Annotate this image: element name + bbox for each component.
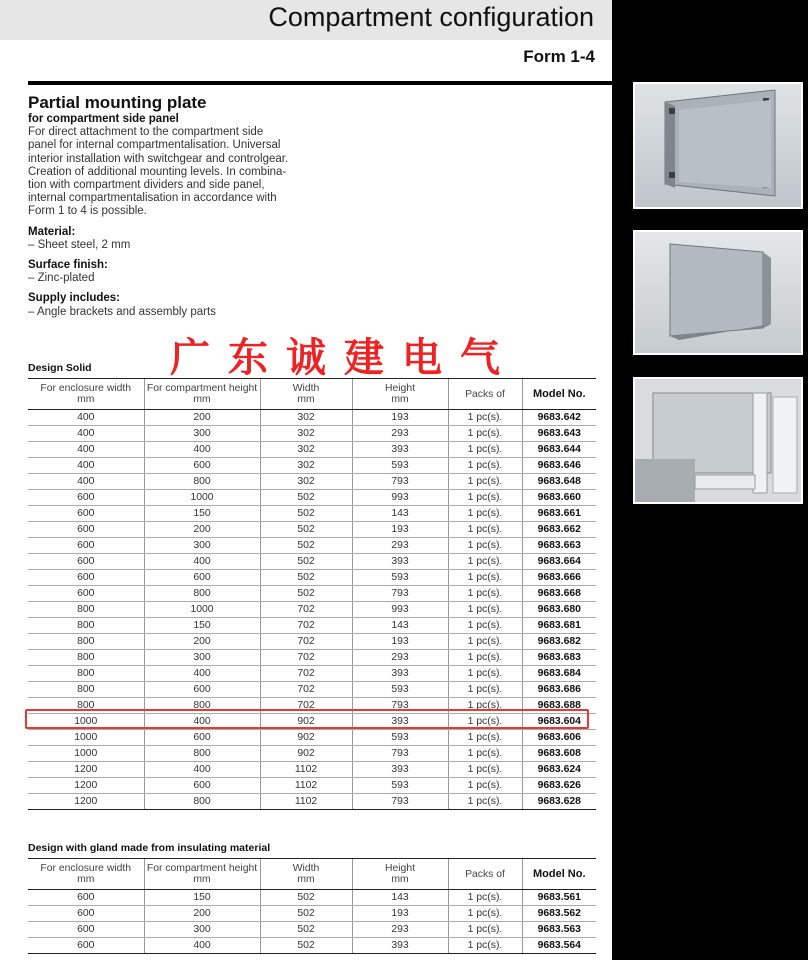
table-cell: 393 — [352, 714, 448, 730]
table-cell: 1102 — [260, 778, 352, 794]
table-cell: 600 — [144, 682, 260, 698]
table-cell: 302 — [260, 442, 352, 458]
table-row — [28, 618, 596, 634]
table-row — [28, 794, 596, 810]
table-cell: 502 — [260, 922, 352, 938]
table-cell: 1 pc(s). — [448, 458, 522, 474]
table-cell: 400 — [28, 442, 144, 458]
product-photo-front — [633, 82, 803, 209]
table-row — [28, 634, 596, 650]
table-cell: 1 pc(s). — [448, 666, 522, 682]
table-cell: 1 pc(s). — [448, 682, 522, 698]
table-cell: 902 — [260, 730, 352, 746]
column-header — [352, 859, 448, 890]
table-cell: 993 — [352, 602, 448, 618]
table-cell: 1 pc(s). — [448, 730, 522, 746]
material-value: – Sheet steel, 2 mm — [28, 238, 131, 251]
table-row — [28, 490, 596, 506]
table-cell: 502 — [260, 522, 352, 538]
table-cell: 1 pc(s). — [448, 762, 522, 778]
table-title-solid: Design Solid — [28, 362, 92, 374]
table-cell: 702 — [260, 650, 352, 666]
table-cell: 300 — [144, 426, 260, 442]
table-cell: 1 pc(s). — [448, 906, 522, 922]
table-cell: 1 pc(s). — [448, 778, 522, 794]
model-number-cell: 9683.663 — [522, 538, 596, 554]
table-cell: 400 — [28, 410, 144, 426]
table-cell: 502 — [260, 554, 352, 570]
form-label: Form 1-4 — [523, 47, 595, 66]
table-cell: 593 — [352, 570, 448, 586]
model-number-cell: 9683.608 — [522, 746, 596, 762]
table-row — [28, 570, 596, 586]
model-number-cell: 9683.660 — [522, 490, 596, 506]
model-number-cell: 9683.664 — [522, 554, 596, 570]
table-cell: 293 — [352, 650, 448, 666]
table-cell: 1 pc(s). — [448, 746, 522, 762]
description-line: Creation of additional mounting levels. In combina- — [28, 165, 287, 178]
model-number-cell: 9683.626 — [522, 778, 596, 794]
spec-table-solid — [28, 378, 596, 810]
mounting-plate-front-image — [635, 84, 801, 207]
model-number-cell: 9683.668 — [522, 586, 596, 602]
table-cell: 1 pc(s). — [448, 474, 522, 490]
table-cell: 1 pc(s). — [448, 794, 522, 810]
column-header-unit: mm — [77, 394, 95, 405]
table-cell: 800 — [28, 650, 144, 666]
table-cell: 393 — [352, 938, 448, 954]
table-cell: 1 pc(s). — [448, 586, 522, 602]
table-cell: 593 — [352, 682, 448, 698]
table-cell: 800 — [144, 746, 260, 762]
column-header — [28, 379, 144, 410]
table-cell: 1000 — [28, 714, 144, 730]
column-header-unit: mm — [193, 394, 211, 405]
table-cell: 1 pc(s). — [448, 426, 522, 442]
table-row — [28, 762, 596, 778]
table-cell: 502 — [260, 586, 352, 602]
table-cell: 600 — [144, 458, 260, 474]
model-number-cell: 9683.644 — [522, 442, 596, 458]
table-cell: 393 — [352, 554, 448, 570]
table-cell: 200 — [144, 634, 260, 650]
supply-includes-label: Supply includes: — [28, 292, 121, 305]
table-cell: 600 — [28, 570, 144, 586]
table-cell: 600 — [28, 490, 144, 506]
table-row — [28, 458, 596, 474]
table-cell: 193 — [352, 410, 448, 426]
product-subtitle: for compartment side panel — [28, 113, 179, 125]
column-header-unit: mm — [297, 394, 315, 405]
table-row — [28, 474, 596, 490]
model-number-cell: 9683.681 — [522, 618, 596, 634]
table-cell: 800 — [28, 618, 144, 634]
table-row — [28, 906, 596, 922]
model-number-cell: 9683.606 — [522, 730, 596, 746]
table-cell: 302 — [260, 458, 352, 474]
table-header-row — [28, 379, 596, 410]
table-cell: 1 pc(s). — [448, 522, 522, 538]
header-rule — [28, 81, 612, 85]
model-number-cell: 9683.666 — [522, 570, 596, 586]
table-cell: 400 — [144, 938, 260, 954]
product-description — [28, 93, 328, 319]
model-number-cell: 9683.646 — [522, 458, 596, 474]
table-cell: 600 — [144, 570, 260, 586]
table-cell: 502 — [260, 490, 352, 506]
table-cell: 600 — [28, 506, 144, 522]
table-cell: 1 pc(s). — [448, 714, 522, 730]
table-cell: 1 pc(s). — [448, 698, 522, 714]
watermark-text: 广东诚建电气 — [170, 334, 518, 381]
table-row — [28, 650, 596, 666]
table-row — [28, 506, 596, 522]
column-header-label: Height — [384, 863, 416, 874]
table-cell: 293 — [352, 538, 448, 554]
column-header-unit: mm — [391, 874, 409, 885]
column-header — [260, 859, 352, 890]
table-cell: 1 pc(s). — [448, 554, 522, 570]
table-cell: 1102 — [260, 794, 352, 810]
model-number-cell: 9683.563 — [522, 922, 596, 938]
table-cell: 793 — [352, 474, 448, 490]
table-cell: 800 — [144, 698, 260, 714]
table-cell: 300 — [144, 538, 260, 554]
table-cell: 593 — [352, 730, 448, 746]
table-cell: 193 — [352, 906, 448, 922]
table-row — [28, 602, 596, 618]
table-cell: 1000 — [144, 602, 260, 618]
table-cell: 1 pc(s). — [448, 890, 522, 906]
table-row — [28, 410, 596, 426]
description-line: panel for internal compartmentalisation. Universal — [28, 139, 281, 152]
table-cell: 793 — [352, 586, 448, 602]
table-cell: 1200 — [28, 778, 144, 794]
description-line: Form 1 to 4 is possible. — [28, 205, 147, 218]
table-cell: 600 — [144, 730, 260, 746]
table-cell: 1000 — [28, 730, 144, 746]
table-cell: 1 pc(s). — [448, 570, 522, 586]
table-cell: 193 — [352, 634, 448, 650]
column-header-unit: mm — [297, 874, 315, 885]
product-photo-installed — [633, 377, 803, 504]
table-cell: 600 — [28, 922, 144, 938]
product-photo-angle — [633, 230, 803, 355]
table-cell: 300 — [144, 650, 260, 666]
table-cell: 1000 — [144, 490, 260, 506]
table-header-row — [28, 859, 596, 890]
table-cell: 1102 — [260, 762, 352, 778]
table-cell: 800 — [28, 682, 144, 698]
table-row — [28, 890, 596, 906]
column-header — [448, 379, 522, 410]
column-header — [522, 379, 596, 410]
model-number-cell: 9683.562 — [522, 906, 596, 922]
table-cell: 902 — [260, 714, 352, 730]
model-number-cell: 9683.680 — [522, 602, 596, 618]
table-cell: 502 — [260, 506, 352, 522]
table-cell: 150 — [144, 618, 260, 634]
table-cell: 400 — [144, 666, 260, 682]
table-row — [28, 666, 596, 682]
highlight-box — [25, 709, 589, 729]
column-header-unit: mm — [193, 874, 211, 885]
column-header-label: Packs of — [465, 868, 505, 880]
model-number-cell: 9683.684 — [522, 666, 596, 682]
table-cell: 1 pc(s). — [448, 650, 522, 666]
table-row — [28, 586, 596, 602]
table-row — [28, 522, 596, 538]
table-cell: 702 — [260, 634, 352, 650]
table-cell: 393 — [352, 762, 448, 778]
model-number-cell: 9683.628 — [522, 794, 596, 810]
model-number-cell: 9683.643 — [522, 426, 596, 442]
table-cell: 200 — [144, 410, 260, 426]
model-number-cell: 9683.686 — [522, 682, 596, 698]
table-cell: 800 — [28, 698, 144, 714]
table-cell: 600 — [144, 778, 260, 794]
table-cell: 702 — [260, 602, 352, 618]
table-cell: 502 — [260, 570, 352, 586]
column-header — [28, 859, 144, 890]
table-cell: 593 — [352, 778, 448, 794]
table-cell: 400 — [144, 442, 260, 458]
model-number-cell: 9683.561 — [522, 890, 596, 906]
model-number-cell: 9683.648 — [522, 474, 596, 490]
table-cell: 793 — [352, 794, 448, 810]
table-cell: 502 — [260, 538, 352, 554]
table-cell: 150 — [144, 506, 260, 522]
column-header-unit: mm — [77, 874, 95, 885]
column-header-label: For compartment height — [146, 383, 258, 394]
table-cell: 793 — [352, 698, 448, 714]
table-cell: 600 — [28, 538, 144, 554]
table-cell: 593 — [352, 458, 448, 474]
column-header — [144, 859, 260, 890]
table-cell: 1 pc(s). — [448, 410, 522, 426]
table-row — [28, 922, 596, 938]
column-header-label: Width — [292, 863, 320, 874]
table-cell: 143 — [352, 506, 448, 522]
table-cell: 600 — [28, 586, 144, 602]
table-cell: 600 — [28, 906, 144, 922]
table-cell: 800 — [144, 586, 260, 602]
model-number-cell: 9683.682 — [522, 634, 596, 650]
table-cell: 1000 — [28, 746, 144, 762]
surface-finish-label: Surface finish: — [28, 259, 108, 272]
spec-table-gland — [28, 858, 596, 954]
model-number-cell: 9683.688 — [522, 698, 596, 714]
column-header — [522, 859, 596, 890]
table-cell: 502 — [260, 938, 352, 954]
table-cell: 800 — [28, 602, 144, 618]
model-number-cell: 9683.642 — [522, 410, 596, 426]
table-title-gland: Design with gland made from insulating material — [28, 842, 271, 854]
table-cell: 800 — [144, 794, 260, 810]
description-line: interior installation with switchgear and controlgear. — [28, 152, 289, 165]
table-cell: 302 — [260, 426, 352, 442]
table-cell: 702 — [260, 618, 352, 634]
table-row — [28, 746, 596, 762]
table-cell: 1 pc(s). — [448, 442, 522, 458]
page-title: Compartment configuration — [268, 2, 594, 32]
table-cell: 600 — [28, 522, 144, 538]
column-header-label: Model No. — [532, 387, 586, 400]
table-cell: 800 — [28, 634, 144, 650]
table-cell: 200 — [144, 906, 260, 922]
column-header — [448, 859, 522, 890]
table-cell: 902 — [260, 746, 352, 762]
table-row — [28, 730, 596, 746]
model-number-cell: 9683.564 — [522, 938, 596, 954]
table-cell: 393 — [352, 442, 448, 458]
description-line: For direct attachment to the compartment side — [28, 126, 264, 139]
table-cell: 302 — [260, 410, 352, 426]
description-line: internal compartmentalisation in accordance with — [28, 192, 277, 205]
table-cell: 293 — [352, 922, 448, 938]
table-row — [28, 442, 596, 458]
column-header-label: Height — [384, 383, 416, 394]
table-cell: 393 — [352, 666, 448, 682]
table-row — [28, 538, 596, 554]
table-cell: 193 — [352, 522, 448, 538]
table-cell: 1 pc(s). — [448, 490, 522, 506]
table-cell: 400 — [28, 474, 144, 490]
model-number-cell: 9683.683 — [522, 650, 596, 666]
table-row — [28, 682, 596, 698]
material-label: Material: — [28, 225, 76, 238]
table-cell: 400 — [28, 426, 144, 442]
surface-finish-value: – Zinc-plated — [28, 272, 95, 285]
table-row — [28, 554, 596, 570]
column-header-label: Width — [292, 383, 320, 394]
column-header-unit: mm — [391, 394, 409, 405]
column-header — [352, 379, 448, 410]
table-cell: 1 pc(s). — [448, 618, 522, 634]
table-cell: 993 — [352, 490, 448, 506]
table-cell: 702 — [260, 666, 352, 682]
column-header-label: For enclosure width — [40, 863, 132, 874]
model-number-cell: 9683.604 — [522, 714, 596, 730]
table-cell: 800 — [28, 666, 144, 682]
table-cell: 502 — [260, 906, 352, 922]
product-title: Partial mounting plate — [28, 93, 207, 112]
column-header-label: Model No. — [532, 867, 586, 880]
table-cell: 400 — [144, 714, 260, 730]
table-row — [28, 426, 596, 442]
table-cell: 600 — [28, 554, 144, 570]
table-cell: 1 pc(s). — [448, 634, 522, 650]
description-line: tion with compartment dividers and side panel, — [28, 179, 265, 192]
description-text — [28, 126, 328, 218]
model-number-cell: 9683.624 — [522, 762, 596, 778]
column-header-label: For compartment height — [146, 863, 258, 874]
table-cell: 793 — [352, 746, 448, 762]
table-cell: 702 — [260, 682, 352, 698]
table-cell: 800 — [144, 474, 260, 490]
column-header-label: For enclosure width — [40, 383, 132, 394]
model-number-cell: 9683.661 — [522, 506, 596, 522]
table-cell: 702 — [260, 698, 352, 714]
table-cell: 400 — [28, 458, 144, 474]
table-cell: 400 — [144, 762, 260, 778]
table-cell: 293 — [352, 426, 448, 442]
model-number-cell: 9683.662 — [522, 522, 596, 538]
table-cell: 1 pc(s). — [448, 938, 522, 954]
table-cell: 200 — [144, 522, 260, 538]
column-header — [260, 379, 352, 410]
table-cell: 300 — [144, 922, 260, 938]
table-cell: 400 — [144, 554, 260, 570]
supply-includes-value: – Angle brackets and assembly parts — [28, 305, 216, 318]
column-header — [144, 379, 260, 410]
table-cell: 600 — [28, 890, 144, 906]
table-cell: 1 pc(s). — [448, 506, 522, 522]
table-row — [28, 938, 596, 954]
table-row — [28, 778, 596, 794]
column-header-label: Packs of — [465, 388, 505, 400]
table-cell: 150 — [144, 890, 260, 906]
enclosure-installation-image — [635, 379, 801, 502]
table-cell: 1 pc(s). — [448, 922, 522, 938]
table-cell: 1 pc(s). — [448, 602, 522, 618]
table-cell: 502 — [260, 890, 352, 906]
table-cell: 1200 — [28, 794, 144, 810]
table-cell: 1200 — [28, 762, 144, 778]
table-cell: 1 pc(s). — [448, 538, 522, 554]
table-cell: 302 — [260, 474, 352, 490]
table-cell: 143 — [352, 618, 448, 634]
mounting-plate-angle-image — [635, 232, 801, 353]
table-cell: 143 — [352, 890, 448, 906]
table-cell: 600 — [28, 938, 144, 954]
